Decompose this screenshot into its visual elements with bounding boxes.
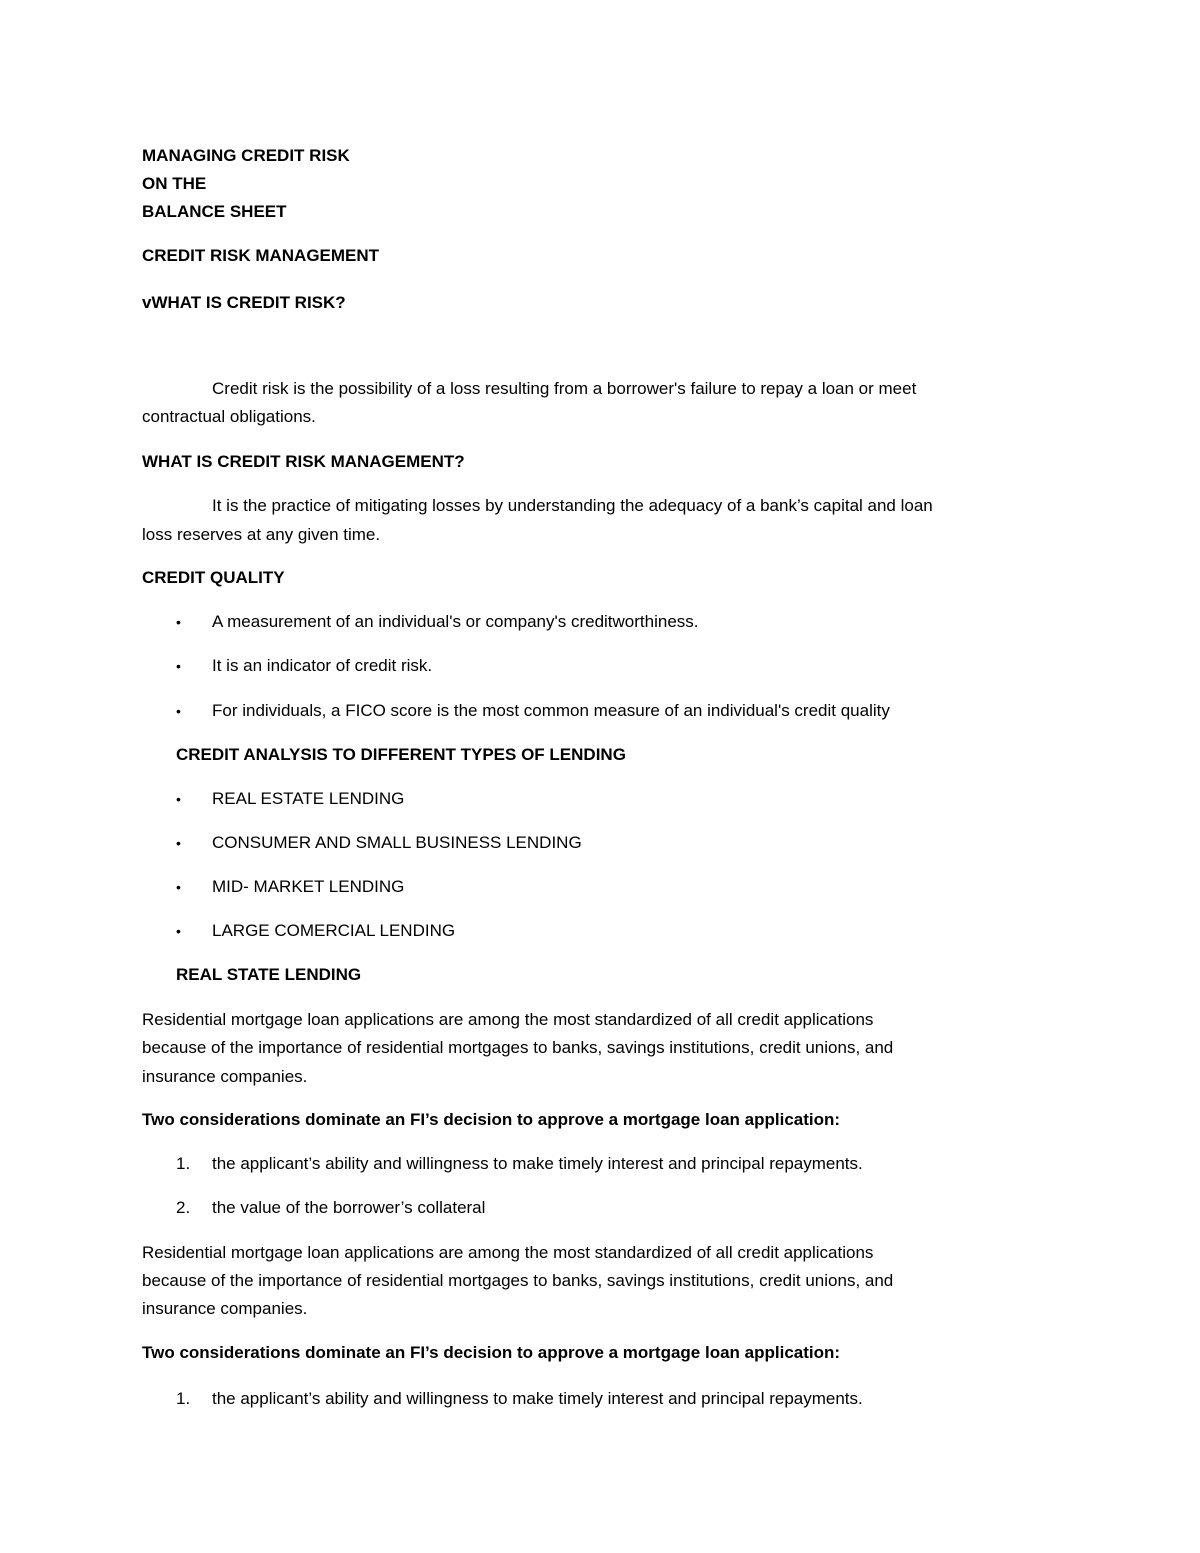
title-line-3: BALANCE SHEET [142, 202, 287, 221]
residential-para-2-line-2: because of the importance of residential mortgages to banks, savings institutions, credit unions, and [142, 1271, 894, 1290]
title-line-2: ON THE [142, 174, 207, 193]
credit-risk-def-line-1: Credit risk is the possibility of a loss resulting from a borrower's failure to repay a loan or meet [212, 379, 917, 398]
consideration-item-1: the applicant’s ability and willingness to make timely interest and principal repayments. [212, 1154, 863, 1173]
bullet-icon: • [176, 835, 181, 851]
quality-bullet-1: A measurement of an individual's or company's creditworthiness. [212, 612, 699, 631]
lending-bullet-4: LARGE COMERCIAL LENDING [212, 921, 456, 940]
consideration-2-item-1: the applicant’s ability and willingness to make timely interest and principal repayments. [212, 1389, 863, 1408]
credit-risk-def-line-2: contractual obligations. [142, 407, 316, 426]
residential-para-2-line-3: insurance companies. [142, 1299, 308, 1318]
list-number: 1. [176, 1154, 191, 1173]
heading-real-state-lending: REAL STATE LENDING [176, 965, 362, 984]
heading-what-is-credit-risk: vWHAT IS CREDIT RISK? [142, 293, 346, 312]
bullet-icon: • [176, 923, 181, 939]
crm-def-line-2: loss reserves at any given time. [142, 525, 381, 544]
heading-what-is-crm: WHAT IS CREDIT RISK MANAGEMENT? [142, 452, 465, 471]
list-number: 1. [176, 1389, 191, 1408]
heading-credit-quality: CREDIT QUALITY [142, 568, 285, 587]
lending-bullet-2: CONSUMER AND SMALL BUSINESS LENDING [212, 833, 582, 852]
quality-bullet-3: For individuals, a FICO score is the most common measure of an individual's credit quality [212, 701, 890, 720]
consideration-item-2: the value of the borrower’s collateral [212, 1198, 486, 1217]
residential-para-line-1: Residential mortgage loan applications are among the most standardized of all credit applications [142, 1010, 874, 1029]
heading-credit-risk-management: CREDIT RISK MANAGEMENT [142, 246, 380, 265]
bullet-icon: • [176, 658, 181, 674]
residential-para-line-3: insurance companies. [142, 1067, 308, 1086]
residential-para-2-line-1: Residential mortgage loan applications are among the most standardized of all credit applications [142, 1243, 874, 1262]
bullet-icon: • [176, 791, 181, 807]
residential-para-line-2: because of the importance of residential mortgages to banks, savings institutions, credit unions, and [142, 1038, 894, 1057]
list-number: 2. [176, 1198, 191, 1217]
lending-bullet-1: REAL ESTATE LENDING [212, 789, 405, 808]
bullet-icon: • [176, 703, 181, 719]
crm-def-line-1: It is the practice of mitigating losses by understanding the adequacy of a bank’s capital and loan [212, 496, 933, 515]
considerations-heading-2: Two considerations dominate an FI’s decision to approve a mortgage loan application: [142, 1343, 841, 1362]
bullet-icon: • [176, 879, 181, 895]
heading-credit-analysis: CREDIT ANALYSIS TO DIFFERENT TYPES OF LENDING [176, 745, 626, 764]
title-line-1: MANAGING CREDIT RISK [142, 146, 350, 165]
bullet-icon: • [176, 614, 181, 630]
quality-bullet-2: It is an indicator of credit risk. [212, 656, 433, 675]
lending-bullet-3: MID- MARKET LENDING [212, 877, 405, 896]
considerations-heading: Two considerations dominate an FI’s decision to approve a mortgage loan application: [142, 1110, 841, 1129]
